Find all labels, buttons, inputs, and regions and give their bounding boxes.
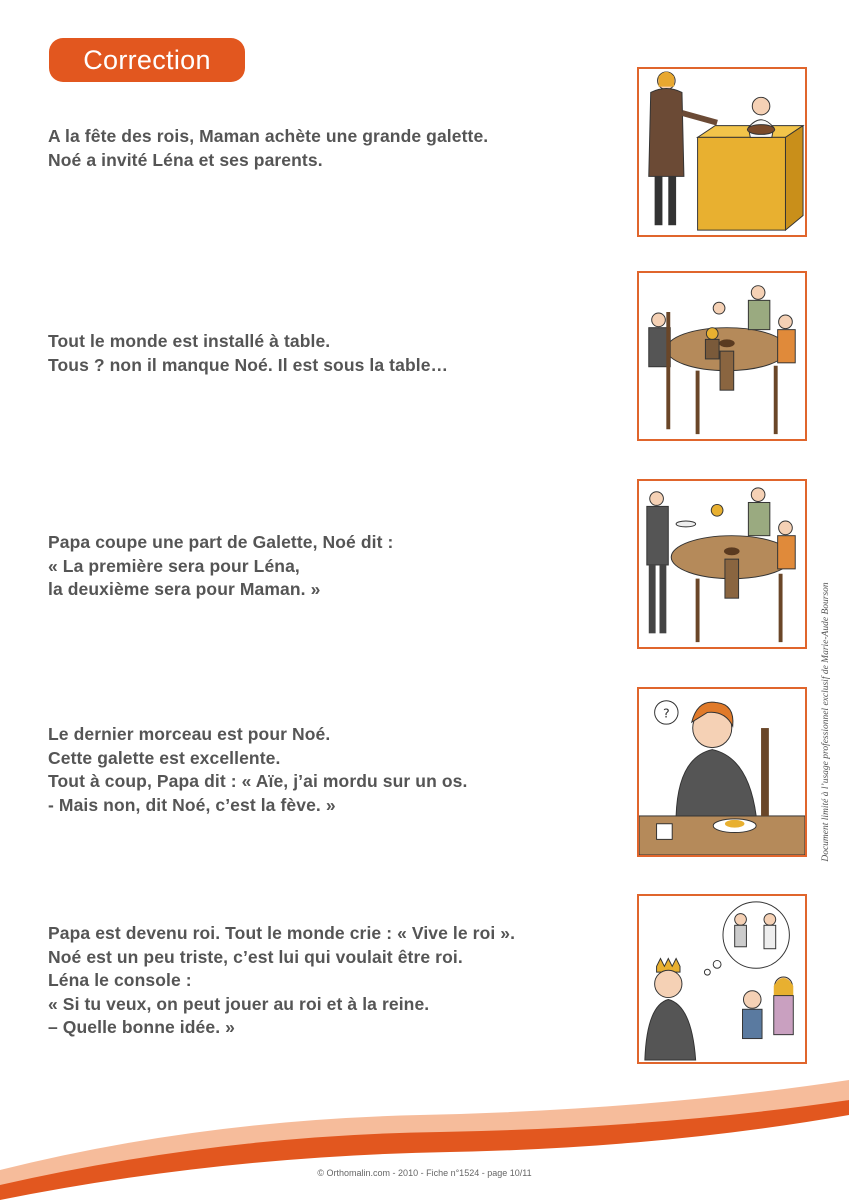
- illustration-panel-2: [637, 271, 807, 441]
- story-line: A la fête des rois, Maman achète une grande galette.: [48, 126, 489, 146]
- story-paragraph-5: [48, 922, 515, 1040]
- story-line: Tout le monde est installé à table.: [48, 331, 331, 351]
- family-table-illustration: [639, 273, 805, 439]
- story-paragraph-4: [48, 723, 467, 817]
- story-line: Tout à coup, Papa dit : « Aïe, j’ai mordu sur un os.: [48, 771, 468, 791]
- footer-text: © Orthomalin.com - 2010 - Fiche n°1524 - page 10/11: [317, 1168, 532, 1178]
- illustration-panel-4: [637, 687, 807, 857]
- story-line: Le dernier morceau est pour Noé.: [48, 724, 331, 744]
- cutting-galette-illustration: [639, 481, 805, 647]
- story-paragraph-2: [48, 330, 448, 377]
- illustration-panel-5: [637, 894, 807, 1064]
- story-paragraph-1: [48, 125, 488, 172]
- story-line: Noé a invité Léna et ses parents.: [48, 149, 323, 170]
- story-line: Léna le console :: [48, 970, 192, 990]
- illustration-panel-1: [637, 67, 807, 237]
- correction-badge: Correction: [49, 38, 245, 82]
- story-line: Noé est un peu triste, c’est lui qui voulait être roi.: [48, 946, 463, 967]
- story-line: Papa est devenu roi. Tout le monde crie : « Vive le roi ».: [48, 923, 516, 943]
- story-line: Tous ? non il manque Noé. Il est sous la table…: [48, 354, 449, 375]
- bakery-purchase-illustration: [639, 69, 805, 235]
- story-line: Cette galette est excellente.: [48, 747, 281, 768]
- story-line: – Quelle bonne idée. »: [48, 1017, 235, 1037]
- story-line: « La première sera pour Léna,: [48, 555, 300, 576]
- story-line: Papa coupe une part de Galette, Noé dit :: [48, 532, 394, 552]
- illustration-panel-3: [637, 479, 807, 649]
- story-line: la deuxième sera pour Maman. »: [48, 579, 321, 599]
- king-and-children-illustration: [639, 896, 805, 1062]
- story-line: « Si tu veux, on peut jouer au roi et à la reine.: [48, 993, 430, 1014]
- papa-biting-illustration: [639, 689, 805, 855]
- decorative-wave: [0, 1060, 849, 1200]
- story-line: - Mais non, dit Noé, c’est la fève. »: [48, 794, 336, 815]
- side-note-text: Document limité à l’usage professionnel exclusif de Marie-Aude Bourson: [821, 582, 831, 862]
- story-paragraph-3: [48, 531, 393, 602]
- svg-text:?: ?: [662, 705, 670, 721]
